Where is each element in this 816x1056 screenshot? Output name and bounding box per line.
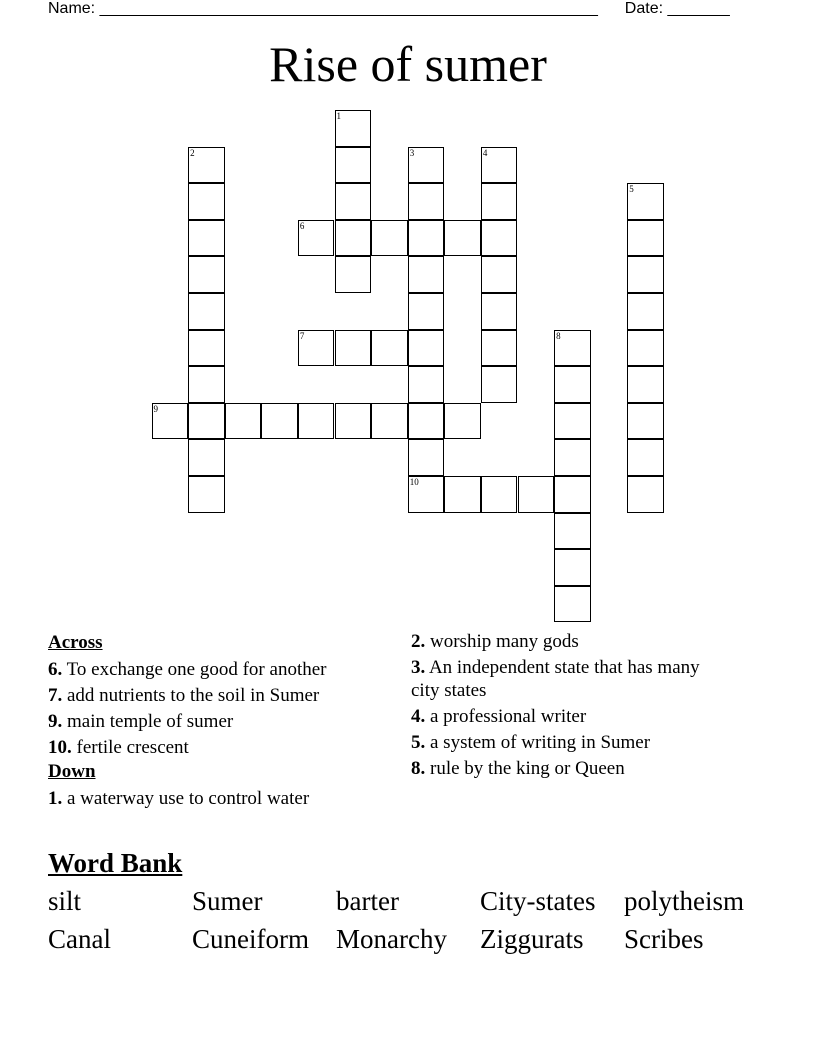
crossword-cell[interactable]	[444, 476, 481, 513]
word-bank-item: barter	[336, 886, 399, 916]
crossword-cell[interactable]	[335, 330, 372, 367]
crossword-cell[interactable]	[518, 476, 555, 513]
crossword-cell[interactable]	[261, 403, 298, 440]
clue-number-label: 2	[190, 147, 195, 158]
clue-number: 7.	[48, 685, 63, 706]
clue-across-7	[48, 684, 378, 707]
crossword-cell[interactable]	[408, 293, 445, 330]
crossword-cell[interactable]	[554, 513, 591, 550]
clue-across-9	[48, 710, 378, 733]
crossword-cell[interactable]	[627, 256, 664, 293]
clue-number: 2.	[411, 631, 426, 652]
crossword-cell[interactable]	[188, 330, 225, 367]
clue-across-10	[48, 736, 378, 759]
word-bank-item: Cuneiform	[192, 924, 309, 954]
word-bank-title: Word Bank	[48, 848, 183, 878]
across-heading: Across	[48, 632, 103, 653]
crossword-cell[interactable]	[371, 330, 408, 367]
crossword-cell[interactable]	[627, 403, 664, 440]
crossword-cell[interactable]	[481, 220, 518, 257]
crossword-cell[interactable]	[225, 403, 262, 440]
clue-number-label: 4	[482, 147, 488, 158]
word-bank-item: Canal	[48, 924, 111, 954]
clue-text: a professional writer	[425, 706, 587, 727]
clue-number: 10.	[48, 737, 72, 758]
crossword-cell[interactable]	[554, 476, 591, 513]
crossword-cell[interactable]	[481, 476, 518, 513]
crossword-cell[interactable]	[481, 330, 518, 367]
crossword-cell[interactable]	[188, 293, 225, 330]
word-bank-item: Sumer	[192, 886, 263, 916]
clue-number: 4.	[411, 706, 426, 727]
crossword-cell[interactable]	[481, 366, 518, 403]
clue-number: 5.	[411, 732, 426, 753]
word-bank-item: Scribes	[624, 924, 704, 954]
crossword-cell[interactable]	[481, 293, 518, 330]
clue-down-5	[411, 731, 731, 754]
crossword-cell[interactable]	[408, 366, 445, 403]
date-field-label: Date: _______	[624, 0, 730, 17]
clue-text: add nutrients to the soil in Sumer	[62, 685, 320, 706]
crossword-cell[interactable]	[188, 256, 225, 293]
down-heading: Down	[48, 761, 96, 782]
clue-text: worship many gods	[425, 631, 579, 652]
crossword-cell[interactable]	[481, 256, 518, 293]
crossword-cell[interactable]	[188, 403, 225, 440]
word-bank-item: City-states	[480, 886, 596, 916]
clue-text: main temple of sumer	[62, 711, 234, 732]
clue-down-8	[411, 757, 731, 780]
clue-down-2	[411, 630, 731, 653]
clue-number-label: 10	[409, 477, 419, 487]
name-field-label: Name: ________________________________________________________	[48, 0, 598, 17]
crossword-cell[interactable]	[371, 220, 408, 257]
crossword-cell[interactable]	[335, 256, 372, 293]
crossword-cell[interactable]	[188, 220, 225, 257]
clues-left-column	[48, 630, 378, 810]
crossword-cell[interactable]	[335, 220, 372, 257]
crossword-cell[interactable]	[554, 549, 591, 586]
crossword-cell[interactable]	[627, 439, 664, 476]
crossword-cell[interactable]	[444, 220, 481, 257]
crossword-cell[interactable]	[335, 147, 372, 184]
clue-number: 1.	[48, 788, 63, 809]
clue-text: An independent state that has many city states	[411, 657, 700, 701]
crossword-cell[interactable]	[627, 220, 664, 257]
clue-number: 9.	[48, 711, 63, 732]
word-bank-item: Monarchy	[336, 924, 447, 954]
crossword-cell[interactable]	[188, 439, 225, 476]
crossword-cell[interactable]	[408, 439, 445, 476]
clue-number-label: 8	[556, 330, 561, 341]
clue-text: a system of writing in Sumer	[425, 732, 651, 753]
clue-number-label: 9	[153, 403, 158, 414]
crossword-cell[interactable]	[408, 403, 445, 440]
page-title: Rise of sumer	[269, 36, 547, 92]
clue-down-3	[411, 656, 731, 702]
clue-down-4	[411, 705, 731, 728]
clue-number-label: 3	[409, 147, 415, 158]
crossword-cell[interactable]	[335, 403, 372, 440]
crossword-cell[interactable]	[554, 366, 591, 403]
crossword-cell[interactable]	[335, 183, 372, 220]
word-bank-item: Ziggurats	[480, 924, 584, 954]
crossword-cell[interactable]	[627, 476, 664, 513]
clue-number: 8.	[411, 758, 426, 779]
clues-right-column	[411, 630, 731, 780]
clue-number-label: 7	[299, 330, 305, 341]
crossword-cell[interactable]	[188, 366, 225, 403]
crossword-cell[interactable]	[444, 403, 481, 440]
crossword-cell[interactable]	[371, 403, 408, 440]
crossword-cell[interactable]	[554, 403, 591, 440]
crossword-cell[interactable]	[298, 403, 335, 440]
crossword-cell[interactable]	[408, 256, 445, 293]
clue-text: fertile crescent	[71, 737, 189, 758]
clue-number: 6.	[48, 659, 63, 680]
crossword-cell[interactable]	[627, 330, 664, 367]
clue-number: 3.	[411, 657, 426, 678]
clue-text: a waterway use to control water	[62, 788, 310, 809]
crossword-cell[interactable]	[627, 366, 664, 403]
crossword-cell[interactable]	[627, 293, 664, 330]
crossword-cell[interactable]	[408, 220, 445, 257]
clue-across-6	[48, 658, 378, 681]
crossword-cell[interactable]	[554, 439, 591, 476]
crossword-cell[interactable]	[188, 183, 225, 220]
clue-down-1	[48, 787, 378, 810]
word-bank-item: silt	[48, 886, 82, 916]
clue-number-label: 1	[336, 111, 341, 121]
crossword-cell[interactable]	[481, 183, 518, 220]
crossword-cell[interactable]	[408, 183, 445, 220]
word-bank-item: polytheism	[624, 886, 744, 916]
crossword-cell[interactable]	[408, 330, 445, 367]
clue-number-label: 5	[629, 184, 634, 195]
crossword-cell[interactable]	[188, 476, 225, 513]
clue-text: To exchange one good for another	[62, 659, 327, 680]
clue-text: rule by the king or Queen	[425, 758, 625, 779]
clue-number-label: 6	[299, 220, 305, 231]
crossword-cell[interactable]	[554, 586, 591, 623]
